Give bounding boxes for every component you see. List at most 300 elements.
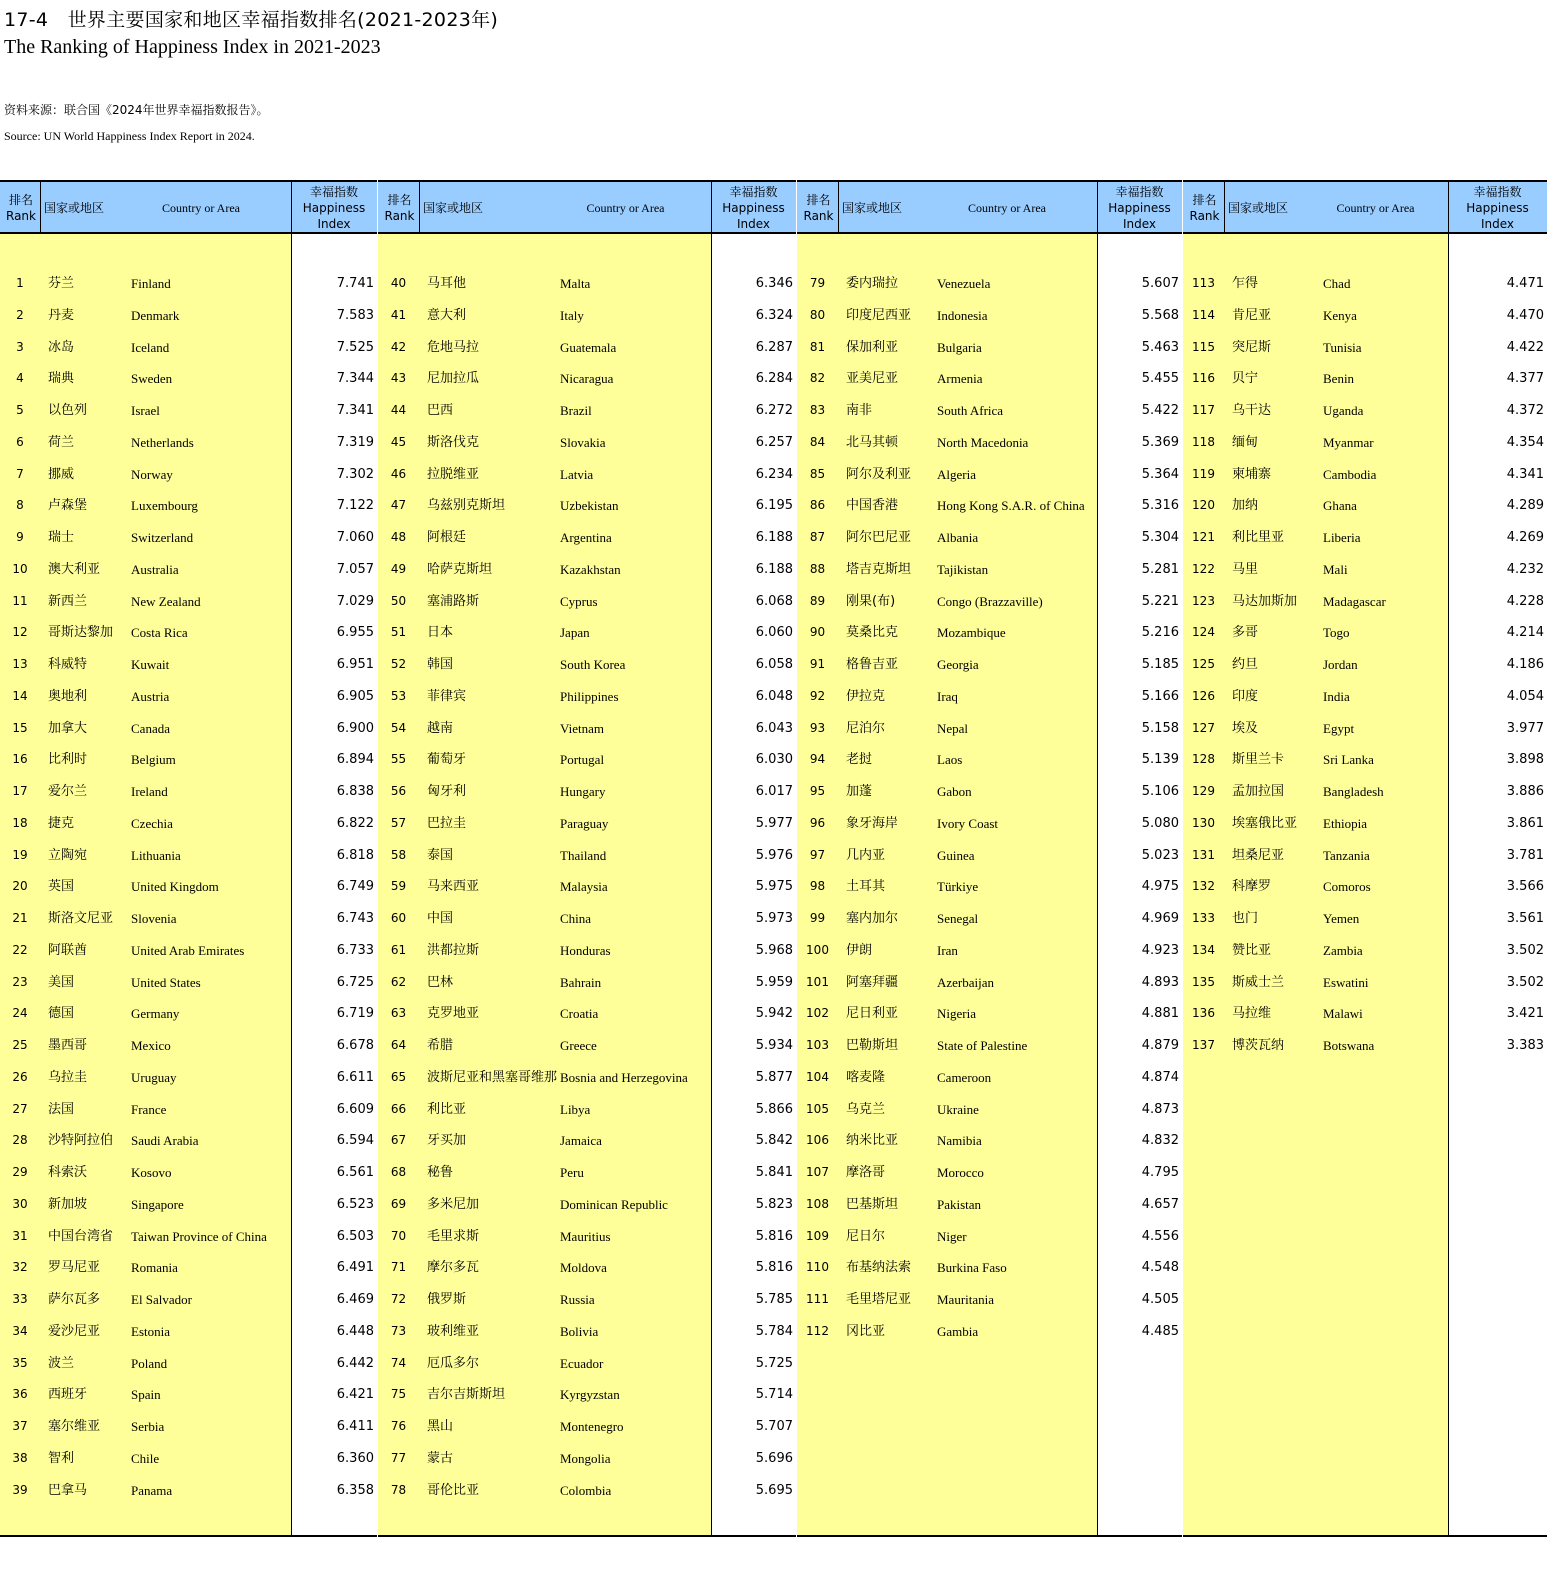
rank-cell: 91: [809, 657, 826, 671]
country-cn-cell: 塞尔维亚: [48, 1419, 101, 1434]
table-row: [0, 586, 377, 617]
table-row: [1183, 967, 1547, 998]
country-en-cell: Tajikistan: [937, 561, 989, 577]
rank-cell: 25: [12, 1038, 28, 1052]
rank-cell: 42: [390, 339, 407, 354]
country-cn-cell: 坦桑尼亚: [1232, 847, 1285, 863]
table-row: [1183, 617, 1547, 648]
rank-cell: 27: [12, 1101, 28, 1116]
country-cn-cell: 西班牙: [48, 1387, 88, 1403]
table-row: [797, 935, 1182, 966]
index-value-cell: 5.695: [755, 1482, 793, 1498]
country-en-cell: Malawi: [1323, 1006, 1363, 1022]
rank-cell: 102: [806, 1006, 829, 1021]
rank-cell: 28: [12, 1133, 28, 1148]
rank-cell: 121: [1192, 530, 1215, 544]
country-cn-column-header: 国家或地区: [1228, 201, 1289, 215]
country-en-cell: Togo: [1323, 625, 1350, 641]
country-en-cell: Peru: [560, 1165, 584, 1180]
index-value-cell: 5.316: [1141, 498, 1179, 514]
table-row: [378, 840, 796, 871]
country-en-cell: Venezuela: [937, 276, 991, 291]
country-cn-cell: 中国台湾省: [48, 1228, 114, 1244]
country-cn-cell: 埃塞俄比亚: [1232, 815, 1298, 831]
rank-cell: 57: [390, 815, 407, 830]
country-cn-cell: 塞浦路斯: [427, 593, 480, 609]
rank-column-header: 排名 Rank: [384, 193, 415, 223]
country-en-cell: Argentina: [560, 530, 612, 545]
index-value-cell: 7.057: [336, 561, 374, 577]
rank-cell: 86: [809, 498, 826, 513]
table-row: [1183, 776, 1547, 807]
index-value-cell: 6.951: [336, 657, 374, 672]
rank-cell: 6: [16, 434, 24, 449]
country-en-cell: Georgia: [937, 657, 979, 672]
country-en-cell: Mauritania: [937, 1292, 995, 1307]
index-value-cell: 5.455: [1141, 371, 1179, 387]
country-cn-cell: 法国: [48, 1101, 75, 1117]
country-cn-cell: 巴基斯坦: [846, 1196, 899, 1212]
table-row: [1183, 903, 1547, 934]
country-cn-cell: 牙买加: [427, 1133, 467, 1149]
index-value-cell: 4.873: [1141, 1101, 1179, 1117]
country-en-cell: Cambodia: [1323, 466, 1377, 482]
table-block-1: [0, 180, 377, 1537]
index-value-cell: 4.269: [1506, 530, 1544, 545]
index-value-cell: 4.289: [1506, 498, 1544, 514]
index-value-cell: 6.678: [336, 1038, 374, 1053]
table-row: [378, 744, 796, 775]
table-row: [797, 586, 1182, 617]
country-en-cell: Ireland: [131, 784, 168, 799]
country-en-cell: Ecuador: [560, 1355, 604, 1371]
index-value-cell: 6.955: [336, 625, 374, 641]
country-en-cell: Netherlands: [131, 434, 194, 450]
rank-cell: 87: [809, 530, 826, 544]
country-cn-cell: 萨尔瓦多: [48, 1292, 101, 1307]
index-value-cell: 5.221: [1141, 593, 1179, 609]
index-value-cell: 6.448: [336, 1323, 374, 1339]
country-en-cell: Libya: [560, 1101, 591, 1117]
index-value-cell: 4.893: [1141, 974, 1179, 990]
country-cn-cell: 格鲁吉亚: [846, 657, 899, 672]
country-cn-cell: 葡萄牙: [427, 752, 467, 768]
table-row: [1183, 998, 1547, 1029]
index-value-cell: 5.106: [1141, 784, 1179, 799]
country-cn-cell: 阿联酋: [48, 942, 88, 958]
table-row: [797, 1252, 1182, 1283]
table-row: [0, 1125, 377, 1156]
table-row: [797, 490, 1182, 521]
table-row: [378, 427, 796, 458]
index-value-cell: 7.583: [336, 307, 374, 323]
index-value-cell: 6.360: [336, 1450, 374, 1466]
country-cn-cell: 加拿大: [48, 720, 88, 736]
index-value-cell: 6.421: [336, 1387, 374, 1403]
index-value-cell: 5.841: [755, 1165, 793, 1180]
country-cn-cell: 委内瑞拉: [846, 276, 899, 291]
country-cn-cell: 北马其顿: [846, 434, 899, 450]
rank-cell: 39: [12, 1482, 28, 1497]
index-value-cell: 6.469: [336, 1292, 374, 1307]
index-value-cell: 6.749: [336, 879, 374, 895]
country-en-cell: Serbia: [131, 1419, 165, 1434]
table-row: [378, 1221, 796, 1252]
country-cn-cell: 拉脱维亚: [427, 466, 480, 482]
country-en-cell: Finland: [131, 276, 171, 291]
country-cn-cell: 土耳其: [846, 879, 886, 895]
country-cn-cell: 洪都拉斯: [427, 942, 480, 958]
country-en-column-header: Country or Area: [968, 201, 1046, 215]
country-en-cell: Dominican Republic: [560, 1196, 668, 1212]
rank-cell: 88: [809, 561, 826, 576]
rank-cell: 24: [12, 1006, 28, 1021]
index-value-cell: 5.158: [1141, 720, 1179, 736]
country-en-cell: Kyrgyzstan: [560, 1387, 620, 1403]
country-en-cell: Russia: [560, 1292, 595, 1307]
index-value-cell: 5.216: [1141, 625, 1179, 641]
rank-cell: 128: [1192, 752, 1215, 767]
table-row: [797, 903, 1182, 934]
country-en-cell: Hong Kong S.A.R. of China: [937, 498, 1085, 514]
table-row: [797, 554, 1182, 585]
index-value-cell: 3.886: [1506, 784, 1544, 799]
rank-cell: 82: [809, 371, 826, 386]
rank-cell: 135: [1192, 974, 1215, 989]
country-en-cell: Algeria: [937, 466, 976, 482]
rank-cell: 108: [806, 1196, 829, 1211]
country-en-cell: Thailand: [560, 847, 607, 863]
index-value-cell: 3.502: [1506, 974, 1544, 990]
rank-cell: 1: [16, 276, 24, 290]
rank-cell: 92: [809, 688, 826, 703]
country-en-cell: Kosovo: [131, 1165, 172, 1180]
table-row: [797, 1094, 1182, 1125]
country-en-cell: Indonesia: [937, 307, 988, 323]
country-cn-cell: 毛里塔尼亚: [846, 1292, 912, 1307]
country-cn-cell: 波斯尼亚和黑塞哥维那: [427, 1069, 558, 1085]
country-en-cell: Egypt: [1323, 720, 1355, 736]
country-cn-cell: 尼日利亚: [846, 1006, 899, 1022]
country-en-cell: Panama: [131, 1482, 173, 1498]
table-row: [378, 617, 796, 648]
table-row: [1183, 268, 1547, 299]
rank-cell: 49: [390, 561, 407, 576]
table-row: [0, 776, 377, 807]
country-en-cell: Türkiye: [937, 879, 979, 895]
country-cn-cell: 以色列: [48, 403, 88, 418]
country-en-cell: Laos: [937, 752, 963, 768]
index-value-cell: 5.166: [1141, 688, 1179, 704]
country-en-cell: Singapore: [131, 1196, 184, 1212]
index-value-cell: 5.364: [1141, 466, 1179, 482]
table-row: [0, 1157, 377, 1188]
index-column-header: 幸福指数 Happiness Index: [1466, 185, 1529, 231]
country-cn-cell: 赞比亚: [1232, 942, 1272, 958]
country-cn-cell: 马拉维: [1232, 1006, 1272, 1022]
table-row: [797, 332, 1182, 363]
country-en-cell: Vietnam: [560, 720, 604, 736]
index-value-cell: 6.725: [336, 974, 374, 990]
index-value-cell: 5.369: [1141, 434, 1179, 450]
country-cn-cell: 沙特阿拉伯: [48, 1133, 114, 1149]
country-en-cell: Switzerland: [131, 530, 194, 545]
country-en-cell: Malaysia: [560, 879, 608, 895]
country-en-cell: Romania: [131, 1260, 178, 1276]
country-en-cell: Malta: [560, 276, 591, 291]
country-en-cell: Kenya: [1323, 307, 1357, 323]
table-header: [1183, 180, 1547, 234]
header-divider: [1224, 182, 1225, 236]
index-value-cell: 6.594: [336, 1133, 374, 1149]
index-value-cell: 4.485: [1141, 1323, 1179, 1339]
header-divider: [838, 182, 839, 236]
rank-cell: 54: [390, 720, 407, 735]
rank-cell: 124: [1192, 625, 1215, 640]
index-column-header: 幸福指数 Happiness Index: [722, 185, 785, 231]
table-row: [0, 459, 377, 490]
rank-cell: 22: [12, 942, 28, 957]
country-cn-cell: 中国香港: [846, 498, 899, 514]
rank-cell: 76: [390, 1419, 407, 1433]
table-row: [0, 649, 377, 680]
country-cn-cell: 立陶宛: [48, 847, 88, 863]
index-value-cell: 6.272: [755, 403, 793, 418]
index-value-cell: 7.302: [336, 466, 374, 482]
rank-cell: 133: [1192, 911, 1215, 925]
country-en-cell: Colombia: [560, 1482, 612, 1498]
country-cn-cell: 捷克: [48, 815, 75, 831]
country-cn-cell: 美国: [48, 974, 75, 990]
rank-cell: 31: [12, 1228, 28, 1243]
country-en-cell: Myanmar: [1323, 434, 1374, 450]
rank-cell: 109: [806, 1228, 829, 1243]
table-row: [1183, 1030, 1547, 1061]
rank-cell: 120: [1192, 498, 1215, 513]
index-value-cell: 5.696: [755, 1450, 793, 1466]
country-cn-cell: 利比亚: [427, 1101, 467, 1117]
country-cn-cell: 新加坡: [48, 1196, 88, 1212]
table-row: [0, 903, 377, 934]
rank-cell: 43: [390, 371, 407, 386]
index-value-cell: 6.442: [336, 1355, 374, 1371]
country-cn-cell: 奥地利: [48, 688, 88, 704]
country-en-cell: Chad: [1323, 276, 1351, 291]
rank-column-header: 排名 Rank: [6, 193, 36, 223]
country-en-column-header: Country or Area: [162, 201, 240, 215]
country-en-cell: Canada: [131, 720, 170, 736]
country-en-cell: Comoros: [1323, 879, 1371, 895]
country-en-cell: Guatemala: [560, 339, 617, 355]
country-en-cell: Cyprus: [560, 593, 598, 609]
country-en-cell: Bulgaria: [937, 339, 982, 355]
country-cn-cell: 比利时: [48, 752, 88, 768]
country-cn-column-header: 国家或地区: [44, 201, 105, 215]
country-en-cell: Lithuania: [131, 847, 181, 863]
country-cn-cell: 俄罗斯: [427, 1292, 467, 1307]
rank-cell: 58: [390, 847, 407, 862]
rank-cell: 38: [12, 1450, 28, 1465]
table-header: [0, 180, 377, 234]
country-cn-cell: 巴拿马: [48, 1482, 88, 1498]
country-en-cell: Burkina Faso: [937, 1260, 1007, 1276]
table-row: [0, 300, 377, 331]
rank-cell: 68: [390, 1165, 407, 1179]
index-value-cell: 5.725: [755, 1355, 793, 1371]
index-value-cell: 5.714: [755, 1387, 793, 1403]
table-row: [378, 395, 796, 426]
country-cn-cell: 科摩罗: [1232, 879, 1272, 895]
rank-cell: 20: [12, 879, 28, 894]
country-cn-cell: 多米尼加: [427, 1196, 480, 1212]
rank-cell: 46: [390, 466, 407, 481]
table-row: [378, 871, 796, 902]
rank-cell: 110: [806, 1260, 829, 1275]
index-value-cell: 6.324: [755, 307, 793, 323]
table-row: [0, 998, 377, 1029]
rank-cell: 56: [390, 784, 407, 798]
country-cn-cell: 几内亚: [846, 847, 886, 863]
rank-cell: 71: [390, 1260, 407, 1275]
table-row: [0, 395, 377, 426]
index-value-cell: 5.816: [755, 1260, 793, 1276]
country-en-cell: Niger: [937, 1228, 967, 1244]
country-cn-cell: 冈比亚: [846, 1323, 886, 1339]
country-cn-cell: 哥伦比亚: [427, 1482, 480, 1498]
country-en-cell: Slovenia: [131, 911, 177, 926]
index-value-cell: 6.048: [755, 688, 793, 704]
index-value-cell: 4.377: [1506, 371, 1544, 387]
rank-cell: 131: [1192, 847, 1215, 862]
rank-cell: 96: [809, 815, 826, 830]
table-row: [378, 490, 796, 521]
rank-cell: 33: [12, 1292, 28, 1306]
country-cn-cell: 玻利维亚: [427, 1323, 480, 1339]
index-value-cell: 4.879: [1141, 1038, 1179, 1053]
rank-cell: 53: [390, 688, 407, 703]
country-en-column-header: Country or Area: [1336, 201, 1415, 215]
table-row: [378, 1284, 796, 1315]
rank-cell: 21: [12, 911, 28, 925]
country-cn-cell: 尼日尔: [846, 1228, 886, 1244]
country-cn-cell: 乌拉圭: [48, 1069, 88, 1085]
country-en-cell: Estonia: [131, 1323, 170, 1339]
country-en-cell: Kazakhstan: [560, 561, 621, 577]
table-row: [1183, 522, 1547, 553]
country-cn-cell: 巴西: [427, 403, 454, 418]
table-body: [378, 234, 796, 1537]
table-row: [378, 713, 796, 744]
table-row: [378, 808, 796, 839]
index-value-cell: 5.842: [755, 1133, 793, 1149]
rank-cell: 93: [809, 720, 826, 735]
rank-cell: 74: [390, 1355, 407, 1370]
index-value-cell: 6.838: [336, 784, 374, 799]
table-row: [378, 1189, 796, 1220]
table-row: [0, 363, 377, 394]
index-column-header: 幸福指数 Happiness Index: [302, 185, 366, 231]
table-row: [0, 554, 377, 585]
country-en-cell: Portugal: [560, 752, 605, 768]
country-en-cell: Madagascar: [1323, 593, 1386, 609]
index-value-cell: 4.422: [1506, 339, 1544, 355]
rank-cell: 101: [806, 974, 829, 989]
rank-cell: 13: [12, 657, 28, 671]
table-row: [0, 1411, 377, 1442]
table-row: [378, 522, 796, 553]
table-row: [797, 776, 1182, 807]
country-en-cell: Gambia: [937, 1323, 979, 1339]
country-en-cell: Uganda: [1323, 403, 1364, 418]
table-row: [797, 363, 1182, 394]
table-row: [1183, 935, 1547, 966]
table-row: [1183, 808, 1547, 839]
table-row: [0, 1316, 377, 1347]
country-cn-cell: 阿根廷: [427, 530, 467, 545]
index-value-cell: 4.214: [1506, 625, 1544, 641]
country-cn-cell: 加蓬: [846, 784, 873, 799]
table-row: [378, 967, 796, 998]
country-en-cell: Tanzania: [1323, 847, 1370, 863]
rank-cell: 119: [1192, 466, 1215, 481]
page-title-en: The Ranking of Happiness Index in 2021-2023: [4, 36, 381, 58]
country-cn-cell: 莫桑比克: [846, 625, 899, 641]
country-cn-cell: 老挝: [846, 752, 873, 768]
table-row: [0, 617, 377, 648]
table-row: [797, 1157, 1182, 1188]
country-en-cell: Luxembourg: [131, 498, 198, 514]
country-cn-cell: 巴拉圭: [427, 815, 467, 831]
index-value-cell: 4.923: [1141, 942, 1179, 958]
index-value-cell: 5.976: [755, 847, 793, 863]
table-body: [797, 234, 1182, 1537]
country-en-cell: El Salvador: [131, 1292, 193, 1307]
happiness-ranking-table: [0, 180, 1547, 1537]
table-row: [378, 1475, 796, 1506]
table-row: [1183, 459, 1547, 490]
rank-cell: 105: [806, 1101, 829, 1116]
rank-cell: 67: [390, 1133, 407, 1148]
rank-column-header: 排名 Rank: [803, 193, 834, 223]
country-en-cell: Cameroon: [937, 1069, 992, 1085]
country-cn-cell: 柬埔寨: [1232, 466, 1272, 482]
index-value-cell: 6.733: [336, 942, 374, 958]
table-row: [378, 363, 796, 394]
table-row: [378, 332, 796, 363]
country-en-cell: Eswatini: [1323, 974, 1369, 990]
table-row: [0, 1189, 377, 1220]
country-en-cell: Bangladesh: [1323, 784, 1384, 799]
country-en-cell: Italy: [560, 307, 584, 323]
index-value-cell: 6.188: [755, 561, 793, 577]
index-value-cell: 3.561: [1506, 911, 1544, 926]
country-cn-cell: 韩国: [427, 657, 454, 672]
index-value-cell: 5.816: [755, 1228, 793, 1244]
country-en-cell: Mali: [1323, 561, 1348, 577]
index-value-cell: 5.139: [1141, 752, 1179, 768]
country-cn-cell: 马里: [1232, 561, 1259, 577]
country-cn-cell: 乍得: [1232, 276, 1259, 291]
rank-cell: 136: [1192, 1006, 1215, 1021]
table-row: [0, 1379, 377, 1410]
country-cn-cell: 伊朗: [846, 942, 873, 958]
table-row: [797, 617, 1182, 648]
table-row: [378, 1379, 796, 1410]
country-en-cell: Germany: [131, 1006, 180, 1022]
rank-cell: 34: [12, 1323, 28, 1338]
index-value-cell: 7.344: [336, 371, 374, 387]
index-value-cell: 4.054: [1506, 688, 1544, 704]
